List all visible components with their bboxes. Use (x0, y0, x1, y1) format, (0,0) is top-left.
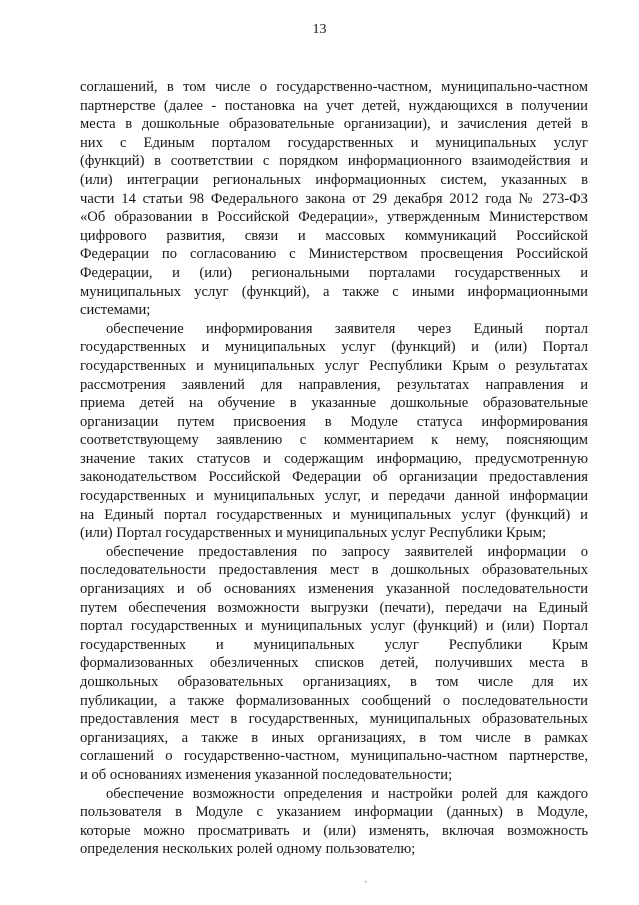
text-line: на Единый портал государственных и муниципальных услуг (функций) и (80, 506, 588, 523)
text-line: «Об образовании в Российской Федерации», утвержденным Министерством (80, 209, 588, 226)
paragraph-first-line: обеспечение возможности определения и настройки ролей для каждого (106, 785, 588, 802)
text-line: части 14 статьи 98 Федерального закона от 29 декабря 2012 года № 273-ФЗ (80, 190, 588, 207)
text-line: формализованных обезличенных списков детей, получивших места в (80, 655, 588, 672)
text-line: них с Единым порталом государственных и муниципальных услуг (80, 134, 588, 151)
text-line: публикации, а также формализованных сообщений о последовательности (80, 692, 588, 709)
scan-speck: ˎ (364, 872, 368, 883)
text-line: рассмотрения заявлений для направления, результатах направления и (80, 376, 588, 393)
text-line: приема детей на обучение в указанные дошкольные образовательные (80, 395, 588, 412)
text-line: муниципальных услуг (функций), а также с иными информационными (80, 283, 588, 300)
text-line: (или) интеграции региональных информационных систем, указанных в (80, 171, 588, 188)
text-line: (или) Портал государственных и муниципальных услуг Республики Крым; (80, 525, 547, 542)
text-line: государственных и муниципальных услуг Республики Крым (80, 636, 588, 653)
text-line: партнерстве (далее - постановка на учет детей, нуждающихся в получении (80, 97, 588, 114)
text-line: соглашений, в том числе о государственно-частном, муниципально-частном (80, 79, 588, 95)
text-line: определения нескольких ролей одному пользователю; (80, 841, 416, 858)
text-line: путем обеспечения возможности выгрузки (печати), передачи на Единый (80, 599, 588, 616)
text-line: которые можно просматривать и (или) изменять, включая возможность (80, 822, 588, 839)
text-line: государственных и муниципальных услуг (функций) и (или) Портал (80, 339, 588, 356)
text-line: организации путем присвоения в Модуле статуса информирования (80, 413, 588, 430)
text-line: Федерации, и (или) региональными порталами государственных и (80, 264, 588, 281)
text-line: последовательности предоставления мест в дошкольных образовательных (80, 562, 588, 579)
text-line: предоставления мест в государственных, муниципальных образовательных (80, 711, 588, 728)
paragraph-first-line: обеспечение информирования заявителя через Единый портал (106, 320, 588, 337)
text-line: (функций) в соответствии с порядком информационного взаимодействия и (80, 153, 588, 170)
text-line: организациях и об основаниях изменения указанной последовательности (80, 581, 588, 598)
text-line: Федерации по согласованию с Министерством просвещения Российской (80, 246, 588, 263)
paragraph-first-line: обеспечение предоставления по запросу заявителей информации о (106, 543, 588, 560)
text-line: и об основаниях изменения указанной последовательности; (80, 766, 453, 783)
text-line: пользователя в Модуле с указанием информации (данных) в Модуле, (80, 804, 588, 821)
document-body (80, 78, 588, 859)
text-line: соглашений о государственно-частном, муниципально-частном партнерстве, (80, 748, 588, 765)
text-line: дошкольных образовательных организациях, в том числе для их (80, 674, 588, 690)
text-line: соответствующему заявлению с комментарием к нему, поясняющим (80, 432, 588, 449)
text-line: организациях, а также в иных организациях, в том числе в рамках (80, 729, 588, 746)
text-line: места в дошкольные образовательные организации), и зачисления детей в (80, 116, 588, 133)
text-line: системами; (80, 302, 151, 319)
text-line: государственных и муниципальных услуг Республики Крым о результатах (80, 357, 588, 374)
text-line: значение таких статусов и содержащим информацию, предусмотренную (80, 450, 588, 467)
text-line: государственных и муниципальных услуг, и передачи данной информации (80, 488, 588, 505)
text-line: законодательством Российской Федерации об организации предоставления (80, 469, 588, 486)
text-line: цифрового развития, связи и массовых коммуникаций Российской (80, 227, 588, 244)
page-number: 13 (312, 22, 327, 37)
text-line: портал государственных и муниципальных услуг (функций) и (или) Портал (80, 618, 588, 635)
